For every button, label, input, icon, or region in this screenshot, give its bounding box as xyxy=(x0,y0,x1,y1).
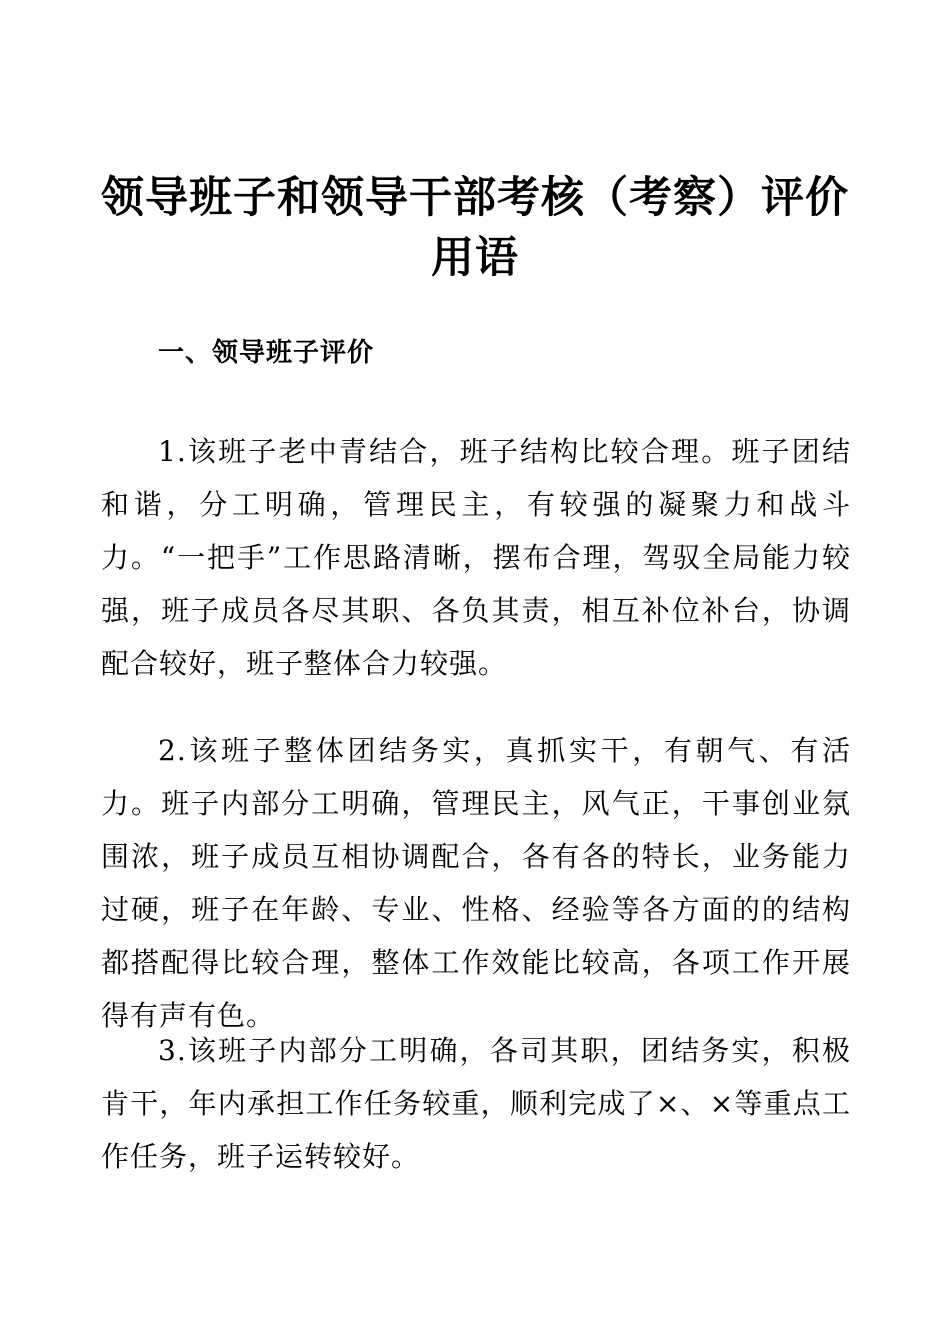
section-heading: 一、领导班子评价 xyxy=(158,338,375,368)
document-title: 领导班子和领导干部考核（考察）评价用语 xyxy=(101,173,849,283)
paragraph-2: 2.该班子整体团结务实，真抓实干，有朝气、有活力。班子内部分工明确，管理民主，风气正，干事创业氛围浓，班子成员互相协调配合，各有各的特长，业务能力过硬，班子在年龄、专业、性格、经验等各方面的的结构都搭配得比较合理，整体工作效能比较高，各项工作开展得有声有色。 xyxy=(101,734,851,1032)
paragraph-3: 3.该班子内部分工明确，各司其职，团结务实，积极肯干，年内承担工作任务较重，顺利完成了×、×等重点工作任务，班子运转较好。 xyxy=(101,1034,851,1173)
paragraph-1: 1.该班子老中青结合，班子结构比较合理。班子团结和谐，分工明确，管理民主，有较强的凝聚力和战斗力。“一把手”工作思路清晰，摆布合理，驾驭全局能力较强，班子成员各尽其职、各负其责，相互补位补台，协调配合较好，班子整体合力较强。 xyxy=(101,435,851,680)
